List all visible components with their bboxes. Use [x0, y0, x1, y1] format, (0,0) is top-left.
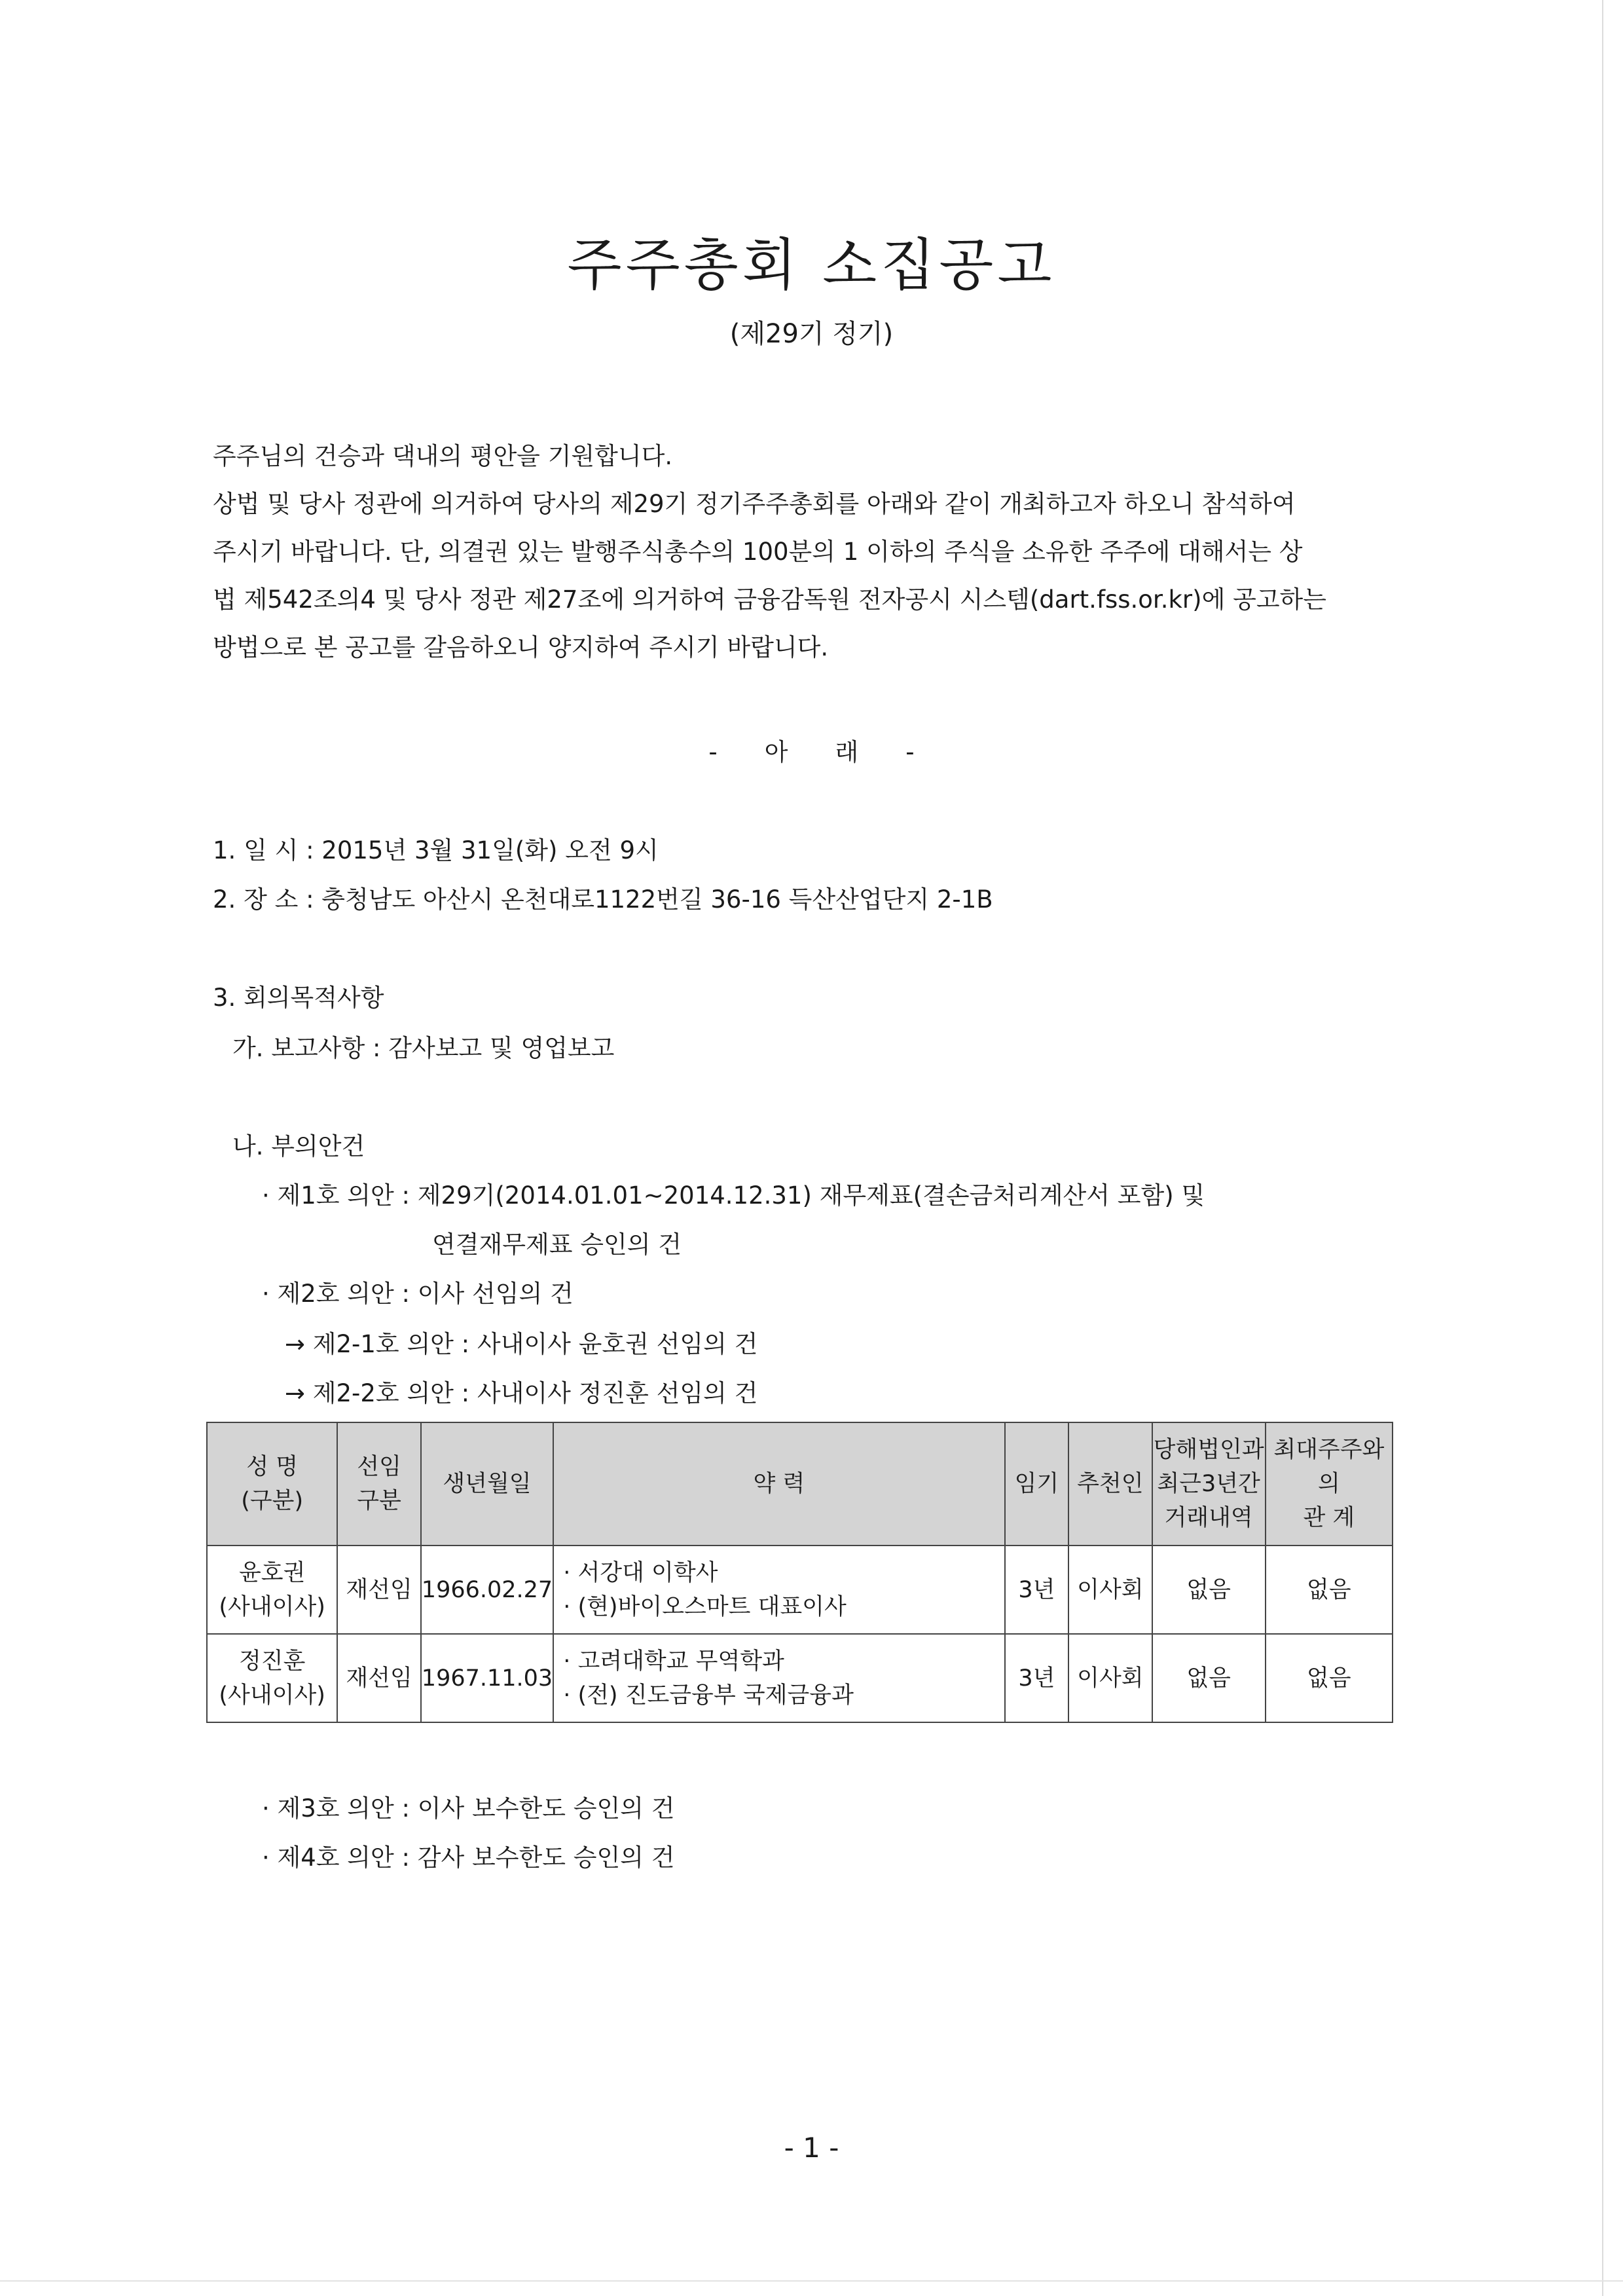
agenda-item-4: · 제4호 의안 : 감사 보수한도 승인의 건: [262, 1843, 675, 1872]
header-name: 성 명 (구분): [207, 1422, 337, 1546]
cell-birthdate: 1967.11.03: [421, 1634, 553, 1722]
cell-transactions: 없음: [1152, 1634, 1266, 1722]
intro-line: 주주님의 건승과 댁내의 평안을 기원합니다.: [213, 442, 673, 470]
agenda-item-1: · 제1호 의안 : 제29기(2014.01.01~2014.12.31) 재무제표(결손금처리계산서 포함) 및: [262, 1181, 1205, 1210]
document-title: 주주총회 소집공고: [567, 232, 1056, 298]
table-row: [207, 1546, 1393, 1634]
item-venue: 2. 장 소 : 충청남도 아산시 온천대로1122번길 36-16 득산산업단지 2-1B: [213, 885, 993, 914]
notice-word-2: 래: [835, 738, 859, 766]
header-birthdate: 생년월일: [421, 1422, 553, 1546]
header-transactions: 당해법인과 최근3년간 거래내역: [1152, 1422, 1266, 1546]
cell-transactions: 없음: [1152, 1546, 1266, 1634]
notice-dash-right: -: [905, 738, 915, 766]
notice-heading: [0, 732, 1623, 768]
agenda-header: 나. 부의안건: [232, 1132, 365, 1160]
header-term: 임기: [1005, 1422, 1069, 1546]
table-header-row: [207, 1422, 1393, 1546]
intro-line: 상법 및 당사 정관에 의거하여 당사의 제29기 정기주주총회를 아래와 같이 개최하고자 하오니 참석하여: [213, 490, 1296, 518]
intro-paragraph: [213, 432, 1411, 671]
notice-word-1: 아: [764, 738, 788, 766]
report-items: 가. 보고사항 : 감사보고 및 영업보고: [232, 1034, 615, 1062]
notice-dash-left: -: [708, 738, 718, 766]
agenda-item-3: · 제3호 의안 : 이사 보수한도 승인의 건: [262, 1794, 675, 1823]
table-row: [207, 1634, 1393, 1722]
agenda-item-1-cont: 연결재무제표 승인의 건: [432, 1231, 682, 1259]
cell-term: 3년: [1005, 1546, 1069, 1634]
candidate-table: [206, 1422, 1393, 1723]
scan-edge-bottom: [0, 2280, 1623, 2282]
header-recommender: 추천인: [1068, 1422, 1152, 1546]
cell-recommender: 이사회: [1068, 1546, 1152, 1634]
agenda-item-2-1: → 제2-1호 의안 : 사내이사 윤호권 선임의 건: [285, 1330, 758, 1358]
cell-name: 윤호권 (사내이사): [207, 1546, 337, 1634]
intro-line: 방법으로 본 공고를 갈음하오니 양지하여 주시기 바랍니다.: [213, 633, 829, 661]
agenda-item-2: · 제2호 의안 : 이사 선임의 건: [262, 1280, 574, 1308]
cell-birthdate: 1966.02.27: [421, 1546, 553, 1634]
cell-career: · 서강대 이학사 · (현)바이오스마트 대표이사: [553, 1546, 1004, 1634]
cell-recommender: 이사회: [1068, 1634, 1152, 1722]
cell-relation: 없음: [1266, 1546, 1393, 1634]
intro-line: 법 제542조의4 및 당사 정관 제27조에 의거하여 금융감독원 전자공시 시스템(dart.fss.or.kr)에 공고하는: [213, 585, 1327, 614]
header-career: 약 력: [553, 1422, 1004, 1546]
header-relation: 최대주주와의 관 계: [1266, 1422, 1393, 1546]
header-appointment-type: 선임 구분: [337, 1422, 420, 1546]
cell-appointment-type: 재선임: [337, 1546, 420, 1634]
cell-name: 정진훈 (사내이사): [207, 1634, 337, 1722]
page-number: - 1 -: [784, 2132, 839, 2164]
intro-line: 주시기 바랍니다. 단, 의결권 있는 발행주식총수의 100분의 1 이하의 주식을 소유한 주주에 대해서는 상: [213, 538, 1303, 566]
agenda-item-2-2: → 제2-2호 의안 : 사내이사 정진훈 선임의 건: [285, 1379, 758, 1407]
cell-appointment-type: 재선임: [337, 1634, 420, 1722]
cell-relation: 없음: [1266, 1634, 1393, 1722]
cell-term: 3년: [1005, 1634, 1069, 1722]
document-subtitle: (제29기 정기): [729, 319, 894, 349]
item-datetime: 1. 일 시 : 2015년 3월 31일(화) 오전 9시: [213, 836, 659, 864]
item-agenda-purpose: 3. 회의목적사항: [213, 984, 384, 1012]
cell-career: · 고려대학교 무역학과 · (전) 진도금융부 국제금융과: [553, 1634, 1004, 1722]
